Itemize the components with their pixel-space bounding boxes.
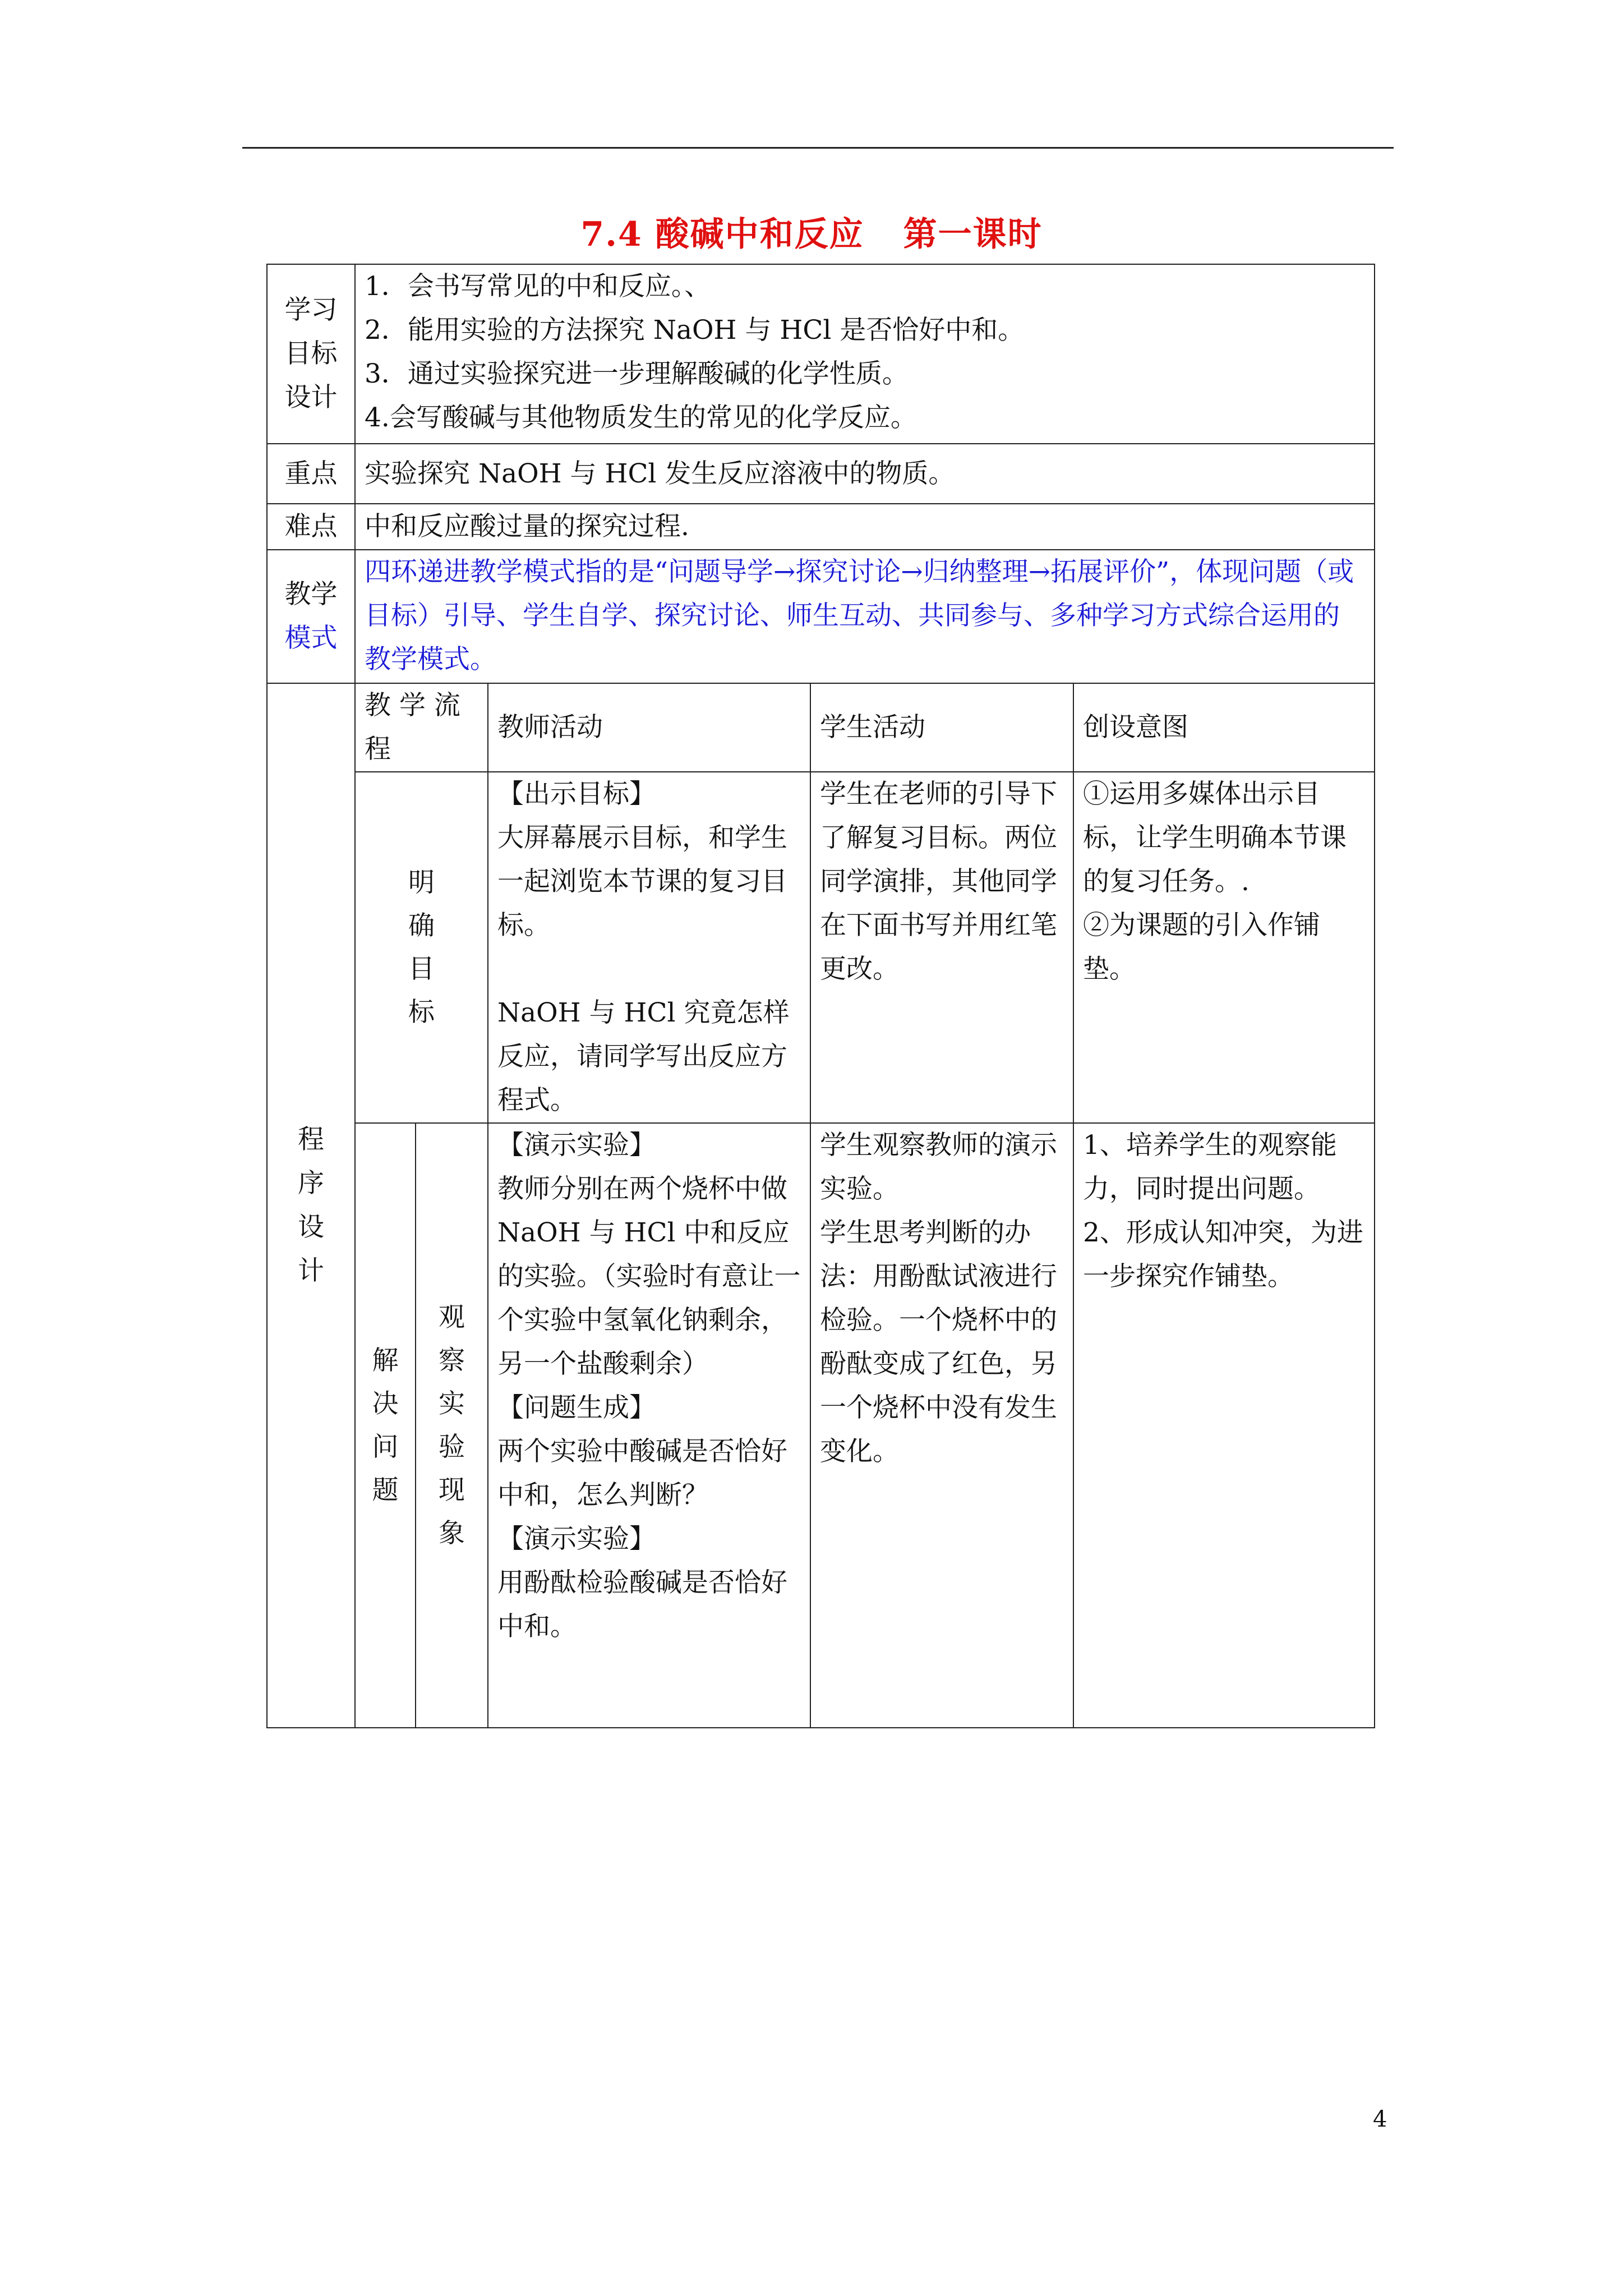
header-intent: 创设意图	[1073, 683, 1375, 772]
difficult-row	[267, 504, 1375, 550]
goal-item: 4.会写酸碱与其他物质发生的常见的化学反应。	[365, 402, 917, 433]
header-student: 学生活动	[810, 683, 1073, 772]
header-teacher: 教师活动	[488, 683, 810, 772]
difficult-content: 中和反应酸过量的探究过程.	[355, 504, 1375, 550]
stage-goals-label: 明 确 目 标	[355, 772, 488, 1123]
stage-row-solve	[267, 1123, 1375, 1728]
design-intent: 1、培养学生的观察能力，同时提出问题。 2、形成认知冲突，为进一步探究作铺垫。	[1073, 1123, 1375, 1728]
goals-row	[267, 264, 1375, 444]
lesson-plan-table	[266, 264, 1375, 1728]
program-label: 程 序 设 计	[267, 683, 355, 1728]
title-main: 7.4 酸碱中和反应	[580, 215, 864, 254]
program-header-row	[267, 683, 1375, 772]
key-content: 实验探究 NaOH 与 HCl 发生反应溶液中的物质。	[355, 444, 1375, 504]
stage-row-goals	[267, 772, 1375, 1123]
goals-label: 学习 目标 设计	[267, 264, 355, 444]
stage-observe-label: 观 察 实 验 现 象	[416, 1123, 488, 1728]
design-intent: ①运用多媒体出示目标，让学生明确本节课的复习任务。. ②为课题的引入作铺垫。	[1073, 772, 1375, 1123]
goals-content	[355, 264, 1375, 444]
student-activity: 学生观察教师的演示实验。 学生思考判断的办法：用酚酞试液进行检验。一个烧杯中的酚酞变成了红色，另一个烧杯中没有发生变化。	[810, 1123, 1073, 1728]
difficult-label: 难点	[267, 504, 355, 550]
header-rule	[242, 147, 1394, 149]
goal-item: 3．通过实验探究进一步理解酸碱的化学性质。	[365, 358, 909, 389]
stage-solve-label: 解 决 问 题	[355, 1123, 416, 1728]
mode-row	[267, 550, 1375, 683]
page-number: 4	[1373, 2106, 1387, 2132]
page-title	[0, 208, 1623, 256]
mode-content: 四环递进教学模式指的是“问题导学→探究讨论→归纳整理→拓展评价”，体现问题（或目标）引导、学生自学、探究讨论、师生互动、共同参与、多种学习方式综合运用的教学模式。	[355, 550, 1375, 683]
title-lesson: 第一课时	[903, 215, 1043, 254]
student-activity: 学生在老师的引导下了解复习目标。两位同学演排，其他同学在下面书写并用红笔更改。	[810, 772, 1073, 1123]
mode-label: 教学 模式	[267, 550, 355, 683]
key-label: 重点	[267, 444, 355, 504]
goal-item: 1．会书写常见的中和反应。、	[365, 271, 711, 302]
teacher-activity: 【演示实验】 教师分别在两个烧杯中做 NaOH 与 HCl 中和反应的实验。（实验时有意让一个实验中氢氧化钠剩余，另一个盐酸剩余） 【问题生成】 两个实验中酸碱是否恰好中和，怎么判断？ 【演示实验】 用酚酞检验酸碱是否恰好中和。	[488, 1123, 810, 1728]
teacher-activity: 【出示目标】 大屏幕展示目标，和学生一起浏览本节课的复习目标。 NaOH 与 HCl 究竟怎样反应，请同学写出反应方程式。	[488, 772, 810, 1123]
goal-item: 2．能用实验的方法探究 NaOH 与 HCl 是否恰好中和。	[365, 315, 1025, 346]
key-row	[267, 444, 1375, 504]
header-flow: 教 学 流 程	[355, 683, 488, 772]
